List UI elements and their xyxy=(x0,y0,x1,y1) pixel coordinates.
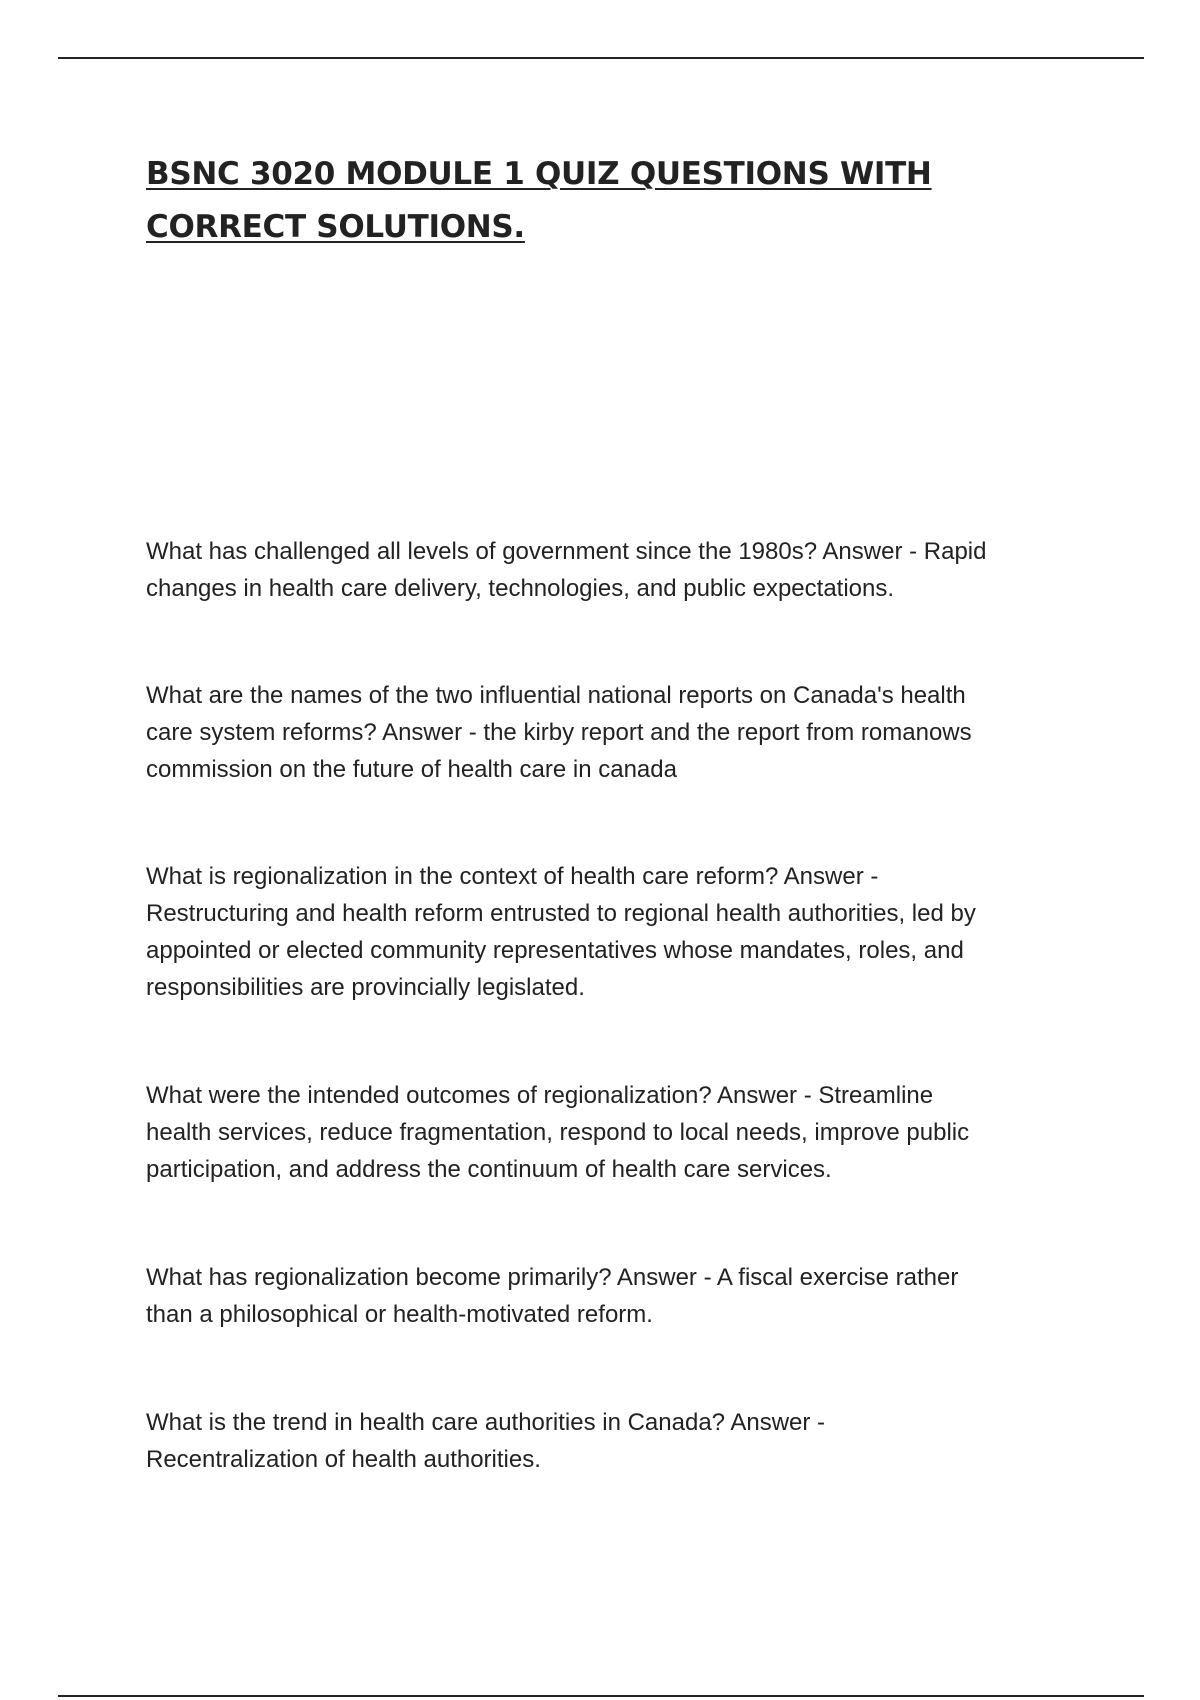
qa-line: health services, reduce fragmentation, respond to local needs, improve public xyxy=(146,1119,970,1146)
qa-item-4 xyxy=(146,1077,1076,1188)
qa-line: care system reforms? Answer - the kirby report and the report from romanows xyxy=(146,719,972,746)
header-rule xyxy=(58,57,1144,59)
qa-line: What is the trend in health care authorities in Canada? Answer - xyxy=(146,1409,826,1436)
qa-item-6 xyxy=(146,1404,1076,1478)
title-line: BSNC 3020 MODULE 1 QUIZ QUESTIONS WITH xyxy=(146,156,932,192)
qa-line: than a philosophical or health-motivated reform. xyxy=(146,1301,653,1328)
qa-item-5 xyxy=(146,1259,1076,1333)
qa-line: appointed or elected community representatives whose mandates, roles, and xyxy=(146,937,964,964)
qa-line: responsibilities are provincially legislated. xyxy=(146,974,585,1001)
qa-line: changes in health care delivery, technologies, and public expectations. xyxy=(146,575,895,602)
footer-rule xyxy=(58,1695,1144,1697)
qa-line: Restructuring and health reform entrusted to regional health authorities, led by xyxy=(146,900,976,927)
qa-line: What is regionalization in the context of health care reform? Answer - xyxy=(146,863,879,890)
qa-item-2 xyxy=(146,677,1076,788)
qa-line: commission on the future of health care in canada xyxy=(146,756,677,783)
qa-item-3 xyxy=(146,858,1076,1006)
qa-line: What are the names of the two influential national reports on Canada's health xyxy=(146,682,966,709)
qa-line: What has regionalization become primarily? Answer - A fiscal exercise rather xyxy=(146,1264,959,1291)
qa-item-1 xyxy=(146,533,1076,607)
qa-line: Recentralization of health authorities. xyxy=(146,1446,541,1473)
qa-line: What has challenged all levels of government since the 1980s? Answer - Rapid xyxy=(146,538,987,565)
document-title xyxy=(146,148,1046,254)
title-line: CORRECT SOLUTIONS. xyxy=(146,209,525,245)
qa-line: participation, and address the continuum of health care services. xyxy=(146,1156,832,1183)
qa-line: What were the intended outcomes of regionalization? Answer - Streamline xyxy=(146,1082,934,1109)
